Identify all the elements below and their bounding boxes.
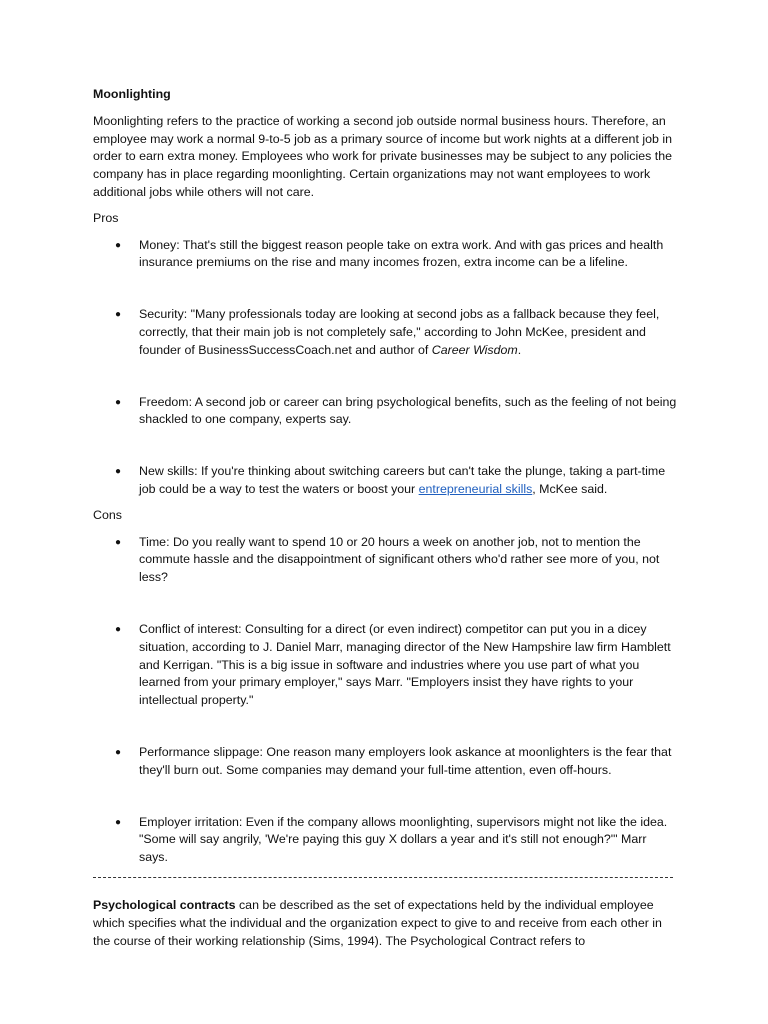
list-item xyxy=(93,237,678,273)
psychological-contracts-paragraph xyxy=(93,897,678,950)
list-item xyxy=(93,306,678,359)
pro-skills-end: , McKee said. xyxy=(532,481,608,496)
list-item xyxy=(93,814,678,867)
list-item xyxy=(93,463,678,499)
list-item xyxy=(93,621,678,710)
con-irritation-text: Employer irritation: Even if the company allows moonlighting, supervisors might not like the idea. "Some will say angrily, 'We're paying this guy X dollars a year and it's still not enough?'" Marr says. xyxy=(139,814,668,865)
list-item xyxy=(93,394,678,430)
bullet-icon: ● xyxy=(115,466,122,478)
bullet-icon: ● xyxy=(115,396,122,408)
intro-paragraph: Moonlighting refers to the practice of working a second job outside normal business hours. Therefore, an employee may work a normal 9-to-5 job as a primary source of income but work nights at a different job in order to earn extra money. Employees who work for private businesses may be subject to any policies the company has in place regarding moonlighting. Certain organizations may not want employees to work additional jobs while others will not care. xyxy=(93,113,672,199)
bullet-icon: ● xyxy=(115,536,122,548)
pro-skills-text: New skills: If you're thinking about switching careers but can't take the plunge, taking a part-time job could be a way to test the waters or boost your xyxy=(139,464,666,496)
document-page xyxy=(93,86,678,958)
bullet-icon: ● xyxy=(115,623,122,635)
pro-security-end: . xyxy=(517,342,522,357)
bullet-icon: ● xyxy=(115,239,122,251)
list-item xyxy=(93,744,678,780)
pro-freedom-text: Freedom: A second job or career can bring psychological benefits, such as the feeling of not being shackled to one company, experts say. xyxy=(139,394,677,427)
pros-heading: Pros xyxy=(93,210,119,225)
bullet-icon: ● xyxy=(115,816,122,828)
list-item xyxy=(93,534,678,587)
dashed-divider xyxy=(93,877,673,878)
bullet-icon: ● xyxy=(115,746,122,758)
cons-heading: Cons xyxy=(93,507,122,522)
pro-money-text: Money: That's still the biggest reason people take on extra work. And with gas prices and health insurance premiums on the rise and many incomes frozen, extra income can be a lifeline. xyxy=(139,237,664,270)
bullet-icon: ● xyxy=(115,309,122,321)
psych-bold-term: Psychological contracts xyxy=(93,897,236,912)
document-title: Moonlighting xyxy=(93,87,171,101)
pro-security-text: Security: "Many professionals today are looking at second jobs as a fallback because they feel, correctly, that their main job is not completely safe," according to John McKee, president and founder of BusinessSuccessCoach.net and author of xyxy=(139,307,660,357)
book-title: Career Wisdom xyxy=(431,342,518,357)
con-performance-text: Performance slippage: One reason many employers look askance at moonlighters is the fear that they'll burn out. Some companies may demand your full-time attention, even off-hours. xyxy=(139,744,672,777)
cons-list xyxy=(93,534,678,867)
con-conflict-text: Conflict of interest: Consulting for a direct (or even indirect) competitor can put you in a dicey situation, according to J. Daniel Marr, managing director of the New Hampshire law firm Hamblett and Kerrigan. "This is a big issue in software and industries where you use part of what you learned from your primary employer," says Marr. "Employers insist they have rights to your intellectual property." xyxy=(139,621,671,708)
psych-rest-text: can be described as the set of expectations held by the individual employee which specifies what the individual and the organization expect to give to and receive from each other in the course of their working relationship (Sims, 1994). The Psychological Contract refers to xyxy=(93,897,662,948)
pros-list xyxy=(93,237,678,499)
entrepreneurial-skills-link[interactable]: entrepreneurial skills xyxy=(418,481,533,496)
con-time-text: Time: Do you really want to spend 10 or 20 hours a week on another job, not to mention the commute hassle and the disappointment of significant others who'd rather see more of you, not less? xyxy=(139,534,660,585)
